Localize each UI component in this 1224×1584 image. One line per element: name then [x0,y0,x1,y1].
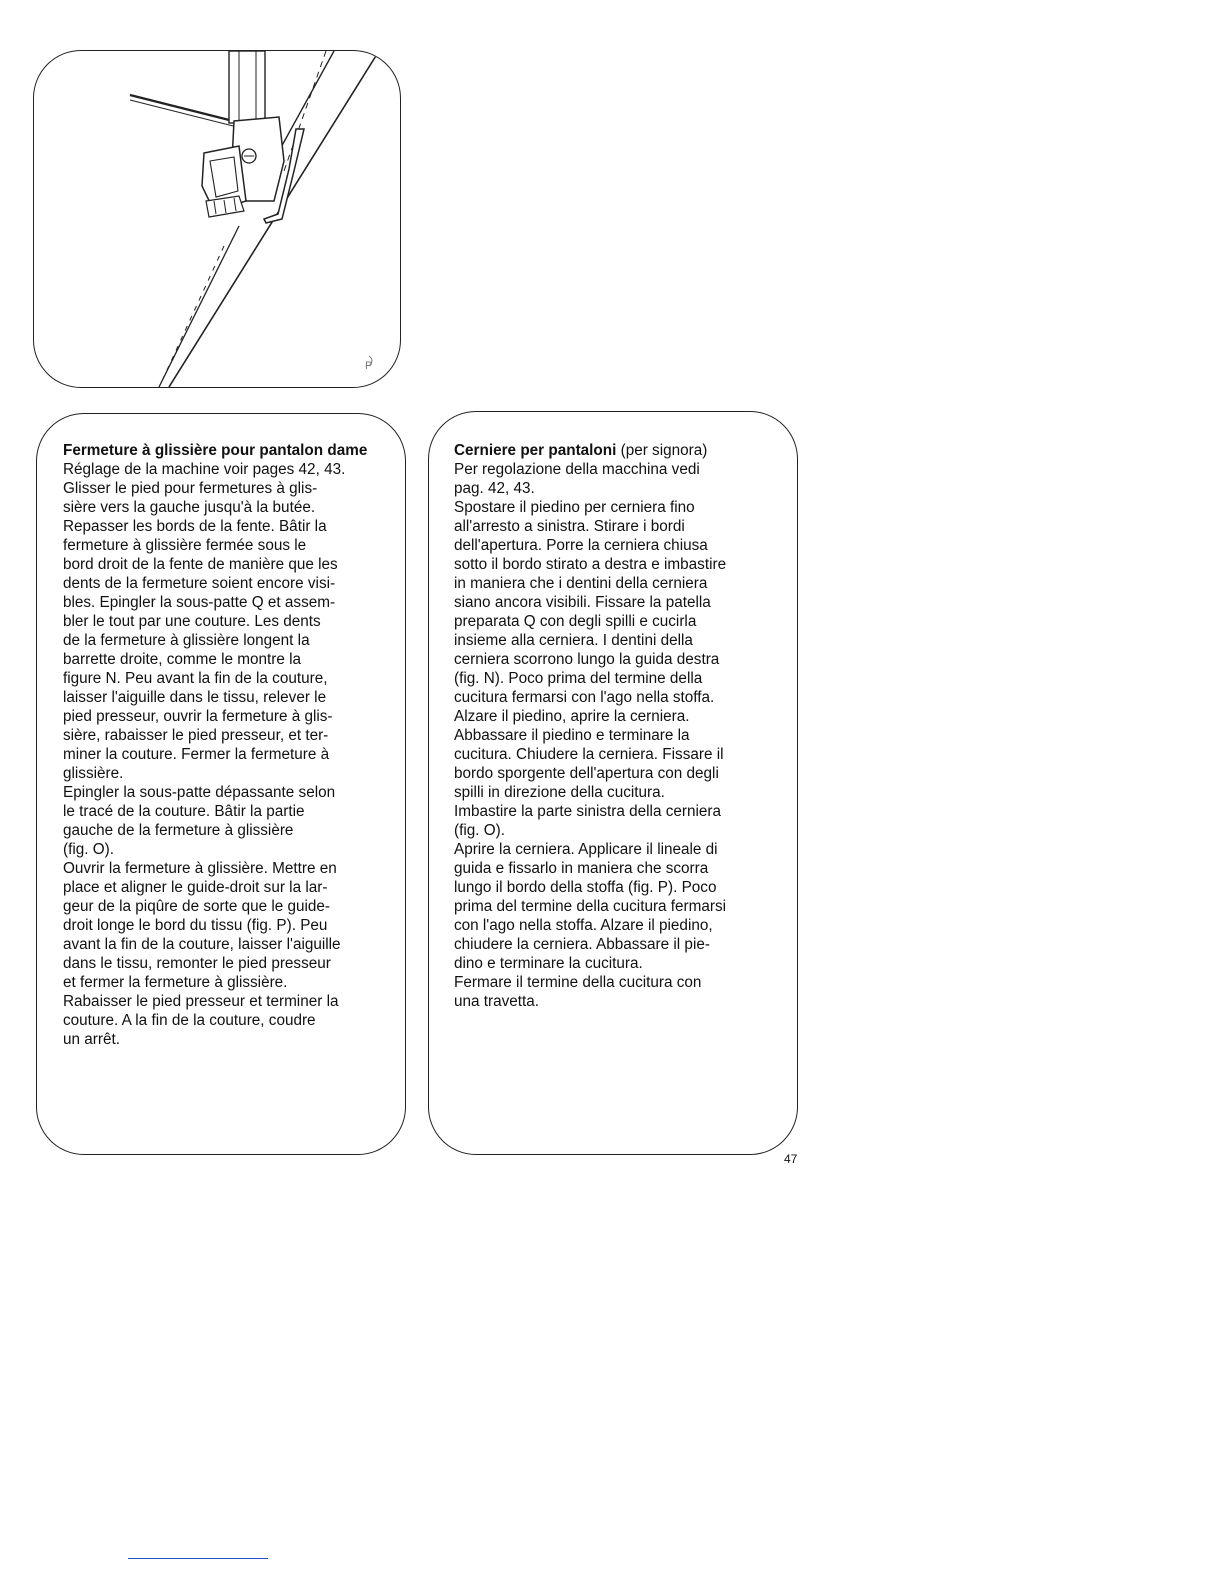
italian-heading-rest: (per signora) [616,442,708,459]
french-body: Réglage de la machine voir pages 42, 43. Glisser le pied pour fermetures à glis- sière vers la gauche jusqu'à la butée. Repasser les bords de la fente. Bâtir la fermeture à glissière fermée sous le bord droit de la fente de manière que les dents de la fermeture soient encore visi- bles. Epingler la sous-patte Q et assem- bler le tout par une couture. Les dents de la fermeture à glissière longent la barrette droite, comme le montre la figure N. Peu avant la fin de la couture, laisser l'aiguille dans le tissu, relever le pied presseur, ouvrir la fermeture à glis- sière, rabaisser le pied presseur, et ter- miner la couture. Fermer la fermeture à glissière. Epingler la sous-patte dépassante selon le tracé de la couture. Bâtir la partie gauche de la fermeture à glissière (fig. O). Ouvrir la fermeture à glissière. Mettre en place et aligner le guide-droit sur la lar- geur de la piqûre de sorte que le guide- droit longe le bord du tissu (fig. P). Peu avant la fin de la couture, laisser l'aiguille dans le tissu, remonter le pied presseur et fermer la fermeture à glissière. Rabaisser le pied presseur et terminer la couture. A la fin de la couture, coudre un arrêt. [63,461,346,1048]
presser-bar [229,51,265,123]
italian-heading [454,441,775,460]
zipper-foot-drawing [34,51,400,387]
french-instructions-panel [36,413,406,1155]
italian-instructions-panel [428,411,798,1155]
figure-p-illustration [33,50,401,388]
figure-label: P [365,360,373,372]
seam-dashed-line [284,51,326,171]
french-heading: Fermeture à glissière pour pantalon dame [63,442,368,459]
bottom-divider [128,1558,268,1559]
italian-heading-bold: Cerniere per pantaloni [454,442,617,459]
italian-body: Per regolazione della macchina vedi pag. 42, 43. Spostare il piedino per cerniera fino all'arresto a sinistra. Stirare i bordi dell'apertura. Porre la cerniera chiusa sotto il bordo stirato a destra e imbastire in maniera che i dentini della cerniera siano ancora visibili. Fissare la patella preparata Q con degli spilli e cucirla insieme alla cerniera. I dentini della cerniera scorrono lungo la guida destra (fig. N). Poco prima del termine della cucitura fermarsi con l'ago nella stoffa. Alzare il piedino, aprire la cerniera. Abbassare il piedino e terminare la cucitura. Chiudere la cerniera. Fissare il bordo sporgente dell'apertura con degli spilli in direzione della cucitura. Imbastire la parte sinistra della cerniera (fig. O). Aprire la cerniera. Applicare il lineale di guida e fissarlo in maniera che scorra lungo il bordo della stoffa (fig. P). Poco prima del termine della cucitura fermarsi con l'ago nella stoffa. Alzare il piedino, chiudere la cerniera. Abbassare il pie- dino e terminare la cucitura. Fermare il termine della cucitura con una travetta. [454,461,727,1010]
page-number: 47 [784,1152,798,1166]
fabric-fold-line [159,226,239,387]
